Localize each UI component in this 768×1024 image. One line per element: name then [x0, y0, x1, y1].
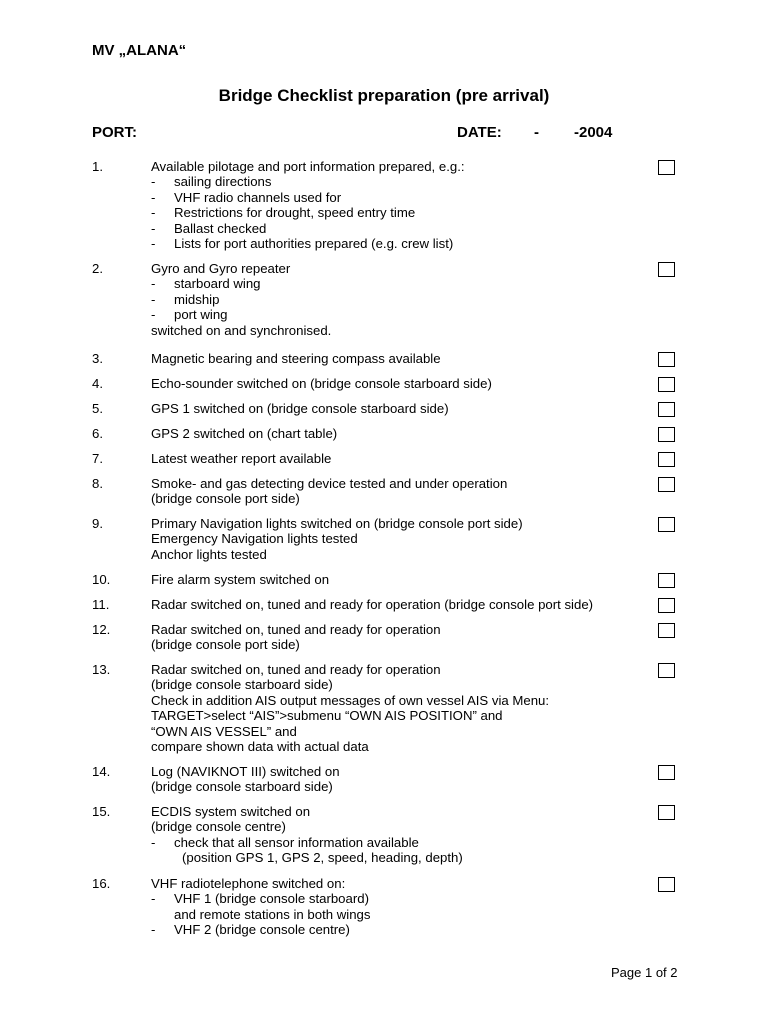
item-text — [151, 876, 651, 938]
item-line: (position GPS 1, GPS 2, speed, heading, depth) — [182, 850, 463, 866]
item-line: Radar switched on, tuned and ready for operation (bridge console port side) — [151, 597, 594, 612]
bullet-text: check that all sensor information available — [174, 834, 419, 850]
item-text — [151, 401, 651, 416]
item-number: 14. — [92, 764, 111, 779]
item-number: 4. — [92, 376, 103, 391]
item-line: (bridge console port side) — [151, 491, 300, 507]
date-label: DATE: — [457, 124, 502, 141]
checkbox[interactable] — [658, 377, 675, 392]
item-line: Primary Navigation lights switched on (bridge console port side) — [151, 516, 523, 531]
checkbox[interactable] — [658, 517, 675, 532]
item-text — [151, 376, 651, 391]
item-number: 2. — [92, 261, 103, 276]
item-line: ECDIS system switched on — [151, 804, 311, 819]
item-line — [151, 190, 651, 205]
item-number: 6. — [92, 426, 103, 441]
item-line: Check in addition AIS output messages of own vessel AIS via Menu: — [151, 692, 550, 708]
item-line: compare shown data with actual data — [151, 739, 369, 755]
checkbox[interactable] — [658, 477, 675, 492]
item-line — [151, 292, 651, 307]
item-text — [151, 516, 651, 562]
bullet-text: port wing — [174, 307, 228, 323]
bullet-dash: - — [151, 307, 156, 323]
item-text — [151, 597, 651, 612]
bullet-dash: - — [151, 291, 156, 307]
item-number: 16. — [92, 876, 111, 891]
item-line — [151, 307, 651, 322]
item-line — [151, 276, 651, 291]
item-text — [151, 572, 651, 587]
item-text — [151, 622, 651, 653]
bullet-dash: - — [151, 174, 156, 190]
checkbox[interactable] — [658, 352, 675, 367]
item-text — [151, 351, 651, 366]
item-number: 12. — [92, 622, 111, 637]
item-line: (bridge console centre) — [151, 819, 286, 835]
checkbox[interactable] — [658, 573, 675, 588]
date-year: -2004 — [574, 124, 613, 141]
item-number: 11. — [92, 597, 110, 612]
item-line — [151, 174, 651, 189]
item-line — [151, 205, 651, 220]
bullet-dash: - — [151, 220, 156, 236]
item-line: Emergency Navigation lights tested — [151, 531, 358, 547]
item-line: TARGET>select “AIS”>submenu “OWN AIS POSITION” and — [151, 708, 503, 724]
checkbox[interactable] — [658, 805, 675, 820]
page-title: Bridge Checklist preparation (pre arrival) — [218, 86, 550, 105]
item-line: Smoke- and gas detecting device tested and under operation — [151, 476, 508, 491]
item-line: Fire alarm system switched on — [151, 572, 330, 587]
item-line: GPS 1 switched on (bridge console starboard side) — [151, 401, 449, 416]
checkbox[interactable] — [658, 262, 675, 277]
item-line: Available pilotage and port information prepared, e.g.: — [151, 159, 465, 174]
item-line — [151, 891, 651, 906]
bullet-text: Ballast checked — [174, 220, 267, 236]
item-number: 1. — [92, 159, 103, 174]
bullet-dash: - — [151, 891, 156, 907]
port-label: PORT: — [92, 124, 137, 141]
vessel-name: MV „ALANA“ — [92, 42, 187, 59]
item-text — [151, 451, 651, 466]
checkbox[interactable] — [658, 160, 675, 175]
checkbox[interactable] — [658, 402, 675, 417]
item-number: 15. — [92, 804, 111, 819]
bullet-dash: - — [151, 205, 156, 221]
item-line: Echo-sounder switched on (bridge console starboard side) — [151, 376, 492, 391]
item-number: 10. — [92, 572, 111, 587]
item-line — [151, 236, 651, 251]
bullet-text: Lists for port authorities prepared (e.g. crew list) — [174, 236, 454, 252]
item-text — [151, 764, 651, 795]
item-line: Latest weather report available — [151, 451, 332, 466]
bullet-text: Restrictions for drought, speed entry time — [174, 205, 416, 221]
item-line: and remote stations in both wings — [174, 906, 371, 922]
item-line: (bridge console starboard side) — [151, 677, 333, 693]
item-line: (bridge console starboard side) — [151, 779, 333, 795]
item-number: 7. — [92, 451, 103, 466]
page-number: Page 1 of 2 — [611, 965, 678, 980]
bullet-dash: - — [151, 922, 156, 938]
bullet-text: VHF 2 (bridge console centre) — [174, 922, 350, 938]
checkbox[interactable] — [658, 623, 675, 638]
item-text — [151, 662, 651, 754]
bullet-text: VHF 1 (bridge console starboard) — [174, 891, 369, 907]
item-text — [151, 159, 651, 251]
item-line: Magnetic bearing and steering compass available — [151, 351, 441, 366]
item-line: (bridge console port side) — [151, 637, 300, 653]
checkbox[interactable] — [658, 452, 675, 467]
checkbox[interactable] — [658, 598, 675, 613]
item-text — [151, 476, 651, 507]
checkbox[interactable] — [658, 427, 675, 442]
item-line: Radar switched on, tuned and ready for operation — [151, 662, 441, 677]
bullet-text: midship — [174, 291, 220, 307]
checkbox[interactable] — [658, 765, 675, 780]
item-line: “OWN AIS VESSEL” and — [151, 723, 297, 739]
bullet-dash: - — [151, 236, 156, 252]
item-line: switched on and synchronised. — [151, 322, 332, 338]
bullet-dash: - — [151, 834, 156, 850]
item-line: Radar switched on, tuned and ready for operation — [151, 622, 441, 637]
item-line: GPS 2 switched on (chart table) — [151, 426, 338, 441]
item-text — [151, 261, 651, 338]
item-number: 8. — [92, 476, 103, 491]
item-line — [151, 922, 651, 937]
item-line: Gyro and Gyro repeater — [151, 261, 291, 276]
item-number: 3. — [92, 351, 103, 366]
bullet-dash: - — [151, 189, 156, 205]
item-line — [151, 221, 651, 236]
item-line: Log (NAVIKNOT III) switched on — [151, 764, 340, 779]
bullet-text: sailing directions — [174, 174, 272, 190]
item-line — [151, 835, 651, 850]
item-text — [151, 426, 651, 441]
item-number: 9. — [92, 516, 103, 531]
item-text — [151, 804, 651, 866]
item-number: 13. — [92, 662, 111, 677]
checkbox[interactable] — [658, 663, 675, 678]
item-line: Anchor lights tested — [151, 546, 267, 562]
bullet-text: starboard wing — [174, 276, 261, 292]
bullet-dash: - — [151, 276, 156, 292]
item-number: 5. — [92, 401, 103, 416]
item-line: VHF radiotelephone switched on: — [151, 876, 346, 891]
checkbox[interactable] — [658, 877, 675, 892]
date-separator: - — [534, 124, 539, 141]
bullet-text: VHF radio channels used for — [174, 189, 342, 205]
